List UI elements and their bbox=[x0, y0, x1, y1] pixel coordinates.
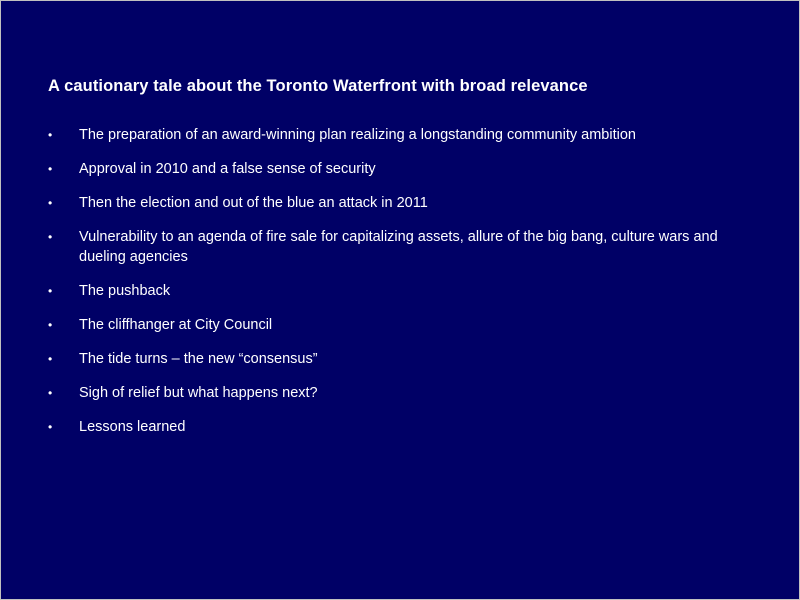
bullet-icon: • bbox=[48, 128, 53, 142]
bullet-icon: • bbox=[48, 420, 53, 434]
bullet-text: The preparation of an award-winning plan realizing a longstanding community ambition bbox=[79, 127, 636, 143]
bullet-text: Then the election and out of the blue an attack in 2011 bbox=[79, 195, 428, 211]
bullet-text: Sigh of relief but what happens next? bbox=[79, 385, 318, 401]
bullet-icon: • bbox=[48, 230, 53, 244]
bullet-icon: • bbox=[48, 352, 53, 366]
bullet-item bbox=[48, 281, 748, 301]
slide-title: A cautionary tale about the Toronto Waterfront with broad relevance bbox=[48, 77, 588, 95]
bullet-icon: • bbox=[48, 318, 53, 332]
bullet-text: Approval in 2010 and a false sense of security bbox=[79, 161, 376, 177]
bullet-icon: • bbox=[48, 196, 53, 210]
bullet-icon: • bbox=[48, 284, 53, 298]
bullet-text: The cliffhanger at City Council bbox=[79, 317, 273, 333]
bullet-item bbox=[48, 315, 748, 335]
bullet-item bbox=[48, 159, 748, 179]
bullet-text: Lessons learned bbox=[79, 419, 186, 435]
bullet-list bbox=[48, 125, 748, 451]
bullet-item bbox=[48, 193, 748, 213]
bullet-item bbox=[48, 383, 748, 403]
bullet-text: The pushback bbox=[79, 283, 171, 299]
bullet-text: Vulnerability to an agenda of fire sale for capitalizing assets, allure of the big bang, culture wars and dueling agencies bbox=[79, 229, 718, 265]
bullet-icon: • bbox=[48, 386, 53, 400]
bullet-text: The tide turns – the new “consensus” bbox=[79, 351, 318, 367]
bullet-item bbox=[48, 417, 748, 437]
bullet-item bbox=[48, 125, 748, 145]
bullet-icon: • bbox=[48, 162, 53, 176]
bullet-item bbox=[48, 227, 748, 267]
bullet-item bbox=[48, 349, 748, 369]
